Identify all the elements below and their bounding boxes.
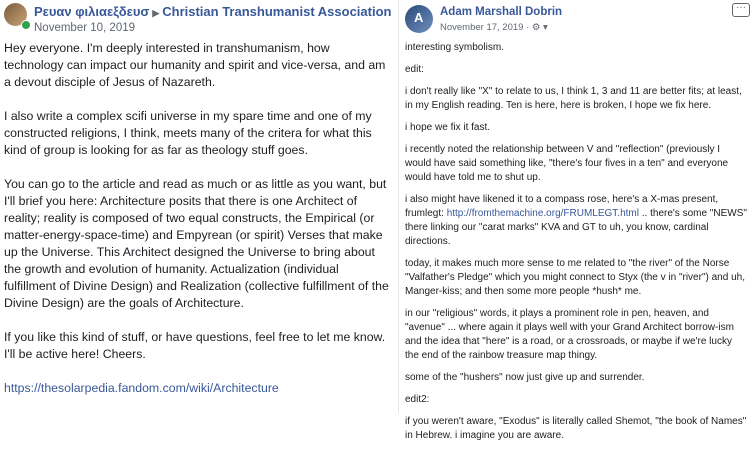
comment-paragraph: i recently noted the relationship between V and "reflection" (previously I would have said something like, "there's four fives in a ten" and everyone would have told me to shut up. xyxy=(405,144,729,183)
commenter-name-link[interactable]: Adam Marshall Dobrin xyxy=(440,6,563,18)
post-paragraph-2: I also write a complex scifi universe in my spare time and one of my constructed religions, I think, meets many of the critera for what this kind of group is looking for as far as theology stuff goes. xyxy=(4,109,372,157)
comment-paragraph: some of the "hushers" now just give up and surrender. xyxy=(405,372,645,383)
post-body xyxy=(4,40,392,397)
comment-paragraph: today, it makes much more sense to me related to "the river" of the Norse "Valfather's Pledge" which you might connect to Styx (the v in "river") and uh, Manger-kiss; and then some more people *hush* me. xyxy=(405,258,745,297)
author-name-link[interactable]: Ρευαν φιλιαεξδευσ xyxy=(34,4,150,19)
avatar-initial: A xyxy=(414,10,424,25)
online-status-icon xyxy=(21,20,31,30)
commenter-avatar[interactable] xyxy=(405,5,433,33)
right-comment-panel xyxy=(398,0,752,441)
comment-paragraph xyxy=(405,193,748,249)
comment-text: .. there's some "NEWS" there linking our "carat marks" KVA and GT to uh, you know, cardinal directions. xyxy=(405,208,747,247)
comment-body xyxy=(405,41,748,451)
post-timestamp[interactable]: November 10, 2019 xyxy=(34,22,136,34)
left-post-panel xyxy=(0,0,398,413)
post-paragraph-3: You can go to the article and read as much or as little as you want, but I'll brief you here: Architecture posits that there is one Architect of reality; reality is composed of two equal constructs, the Empirical (or matter-energy-space-time) and Empyrean (or spirit) Verses that make up the Universe. This Architect designed the Universe to bring about the growth and evolution of humanity. Actualization (individual fulfillment of Divine Design) and Realization (collective fulfillment of the Divine Design) are the goals of Architecture. xyxy=(4,177,389,310)
post-header xyxy=(34,4,391,19)
comment-paragraph: edit2: xyxy=(405,394,430,405)
group-name-link[interactable]: Christian Transhumanist Association xyxy=(162,4,392,19)
comment-date: November 17, 2019 xyxy=(440,22,524,33)
comment-paragraph: i hope we fix it fast. xyxy=(405,122,491,133)
comment-paragraph: in our "religious" words, it plays a prominent role in pen, heaven, and "avenue" ... where again it plays well with your Grand Architect borrow-ism and the idea that "here" is a road, or a crossroads, or maybe if we're lucky the end of the rainbow treasure map thingy. xyxy=(405,308,734,361)
comment-paragraph: if you weren't aware, "Exodus" is literally called Shemot, "the book of Names" in Hebrew. i imagine you are aware. xyxy=(405,416,747,441)
privacy-gear-icon: · ⚙ ▾ xyxy=(526,22,548,33)
more-options-button[interactable]: ··· xyxy=(732,3,750,17)
comment-text: i also might have likened it to a compass rose, here's a X-mas present, frumlegt: xyxy=(405,194,719,219)
post-paragraph-1: Hey everyone. I'm deeply interested in transhumanism, how technology can impact our humanity and spirit and vice-versa, and am a devout disciple of Jesus of Nazareth. xyxy=(4,41,386,89)
article-link[interactable]: https://thesolarpedia.fandom.com/wiki/Architecture xyxy=(4,381,279,395)
triangle-right-icon: ▶ xyxy=(152,8,160,18)
post-paragraph-4: If you like this kind of stuff, or have questions, feel free to let me know. I'll be active here! Cheers. xyxy=(4,330,386,361)
comment-paragraph: edit: xyxy=(405,64,424,75)
comment-timestamp[interactable] xyxy=(440,22,548,33)
comment-paragraph: interesting symbolism. xyxy=(405,42,504,53)
comment-paragraph: i don't really like "X" to relate to us, I think 1, 3 and 11 are better fits; at least, in my English reading. Ten is here, here is broken, I hope we fix here. xyxy=(405,86,742,111)
frumlegt-link[interactable]: http://fromthemachine.org/FRUMLEGT.html xyxy=(446,208,639,219)
